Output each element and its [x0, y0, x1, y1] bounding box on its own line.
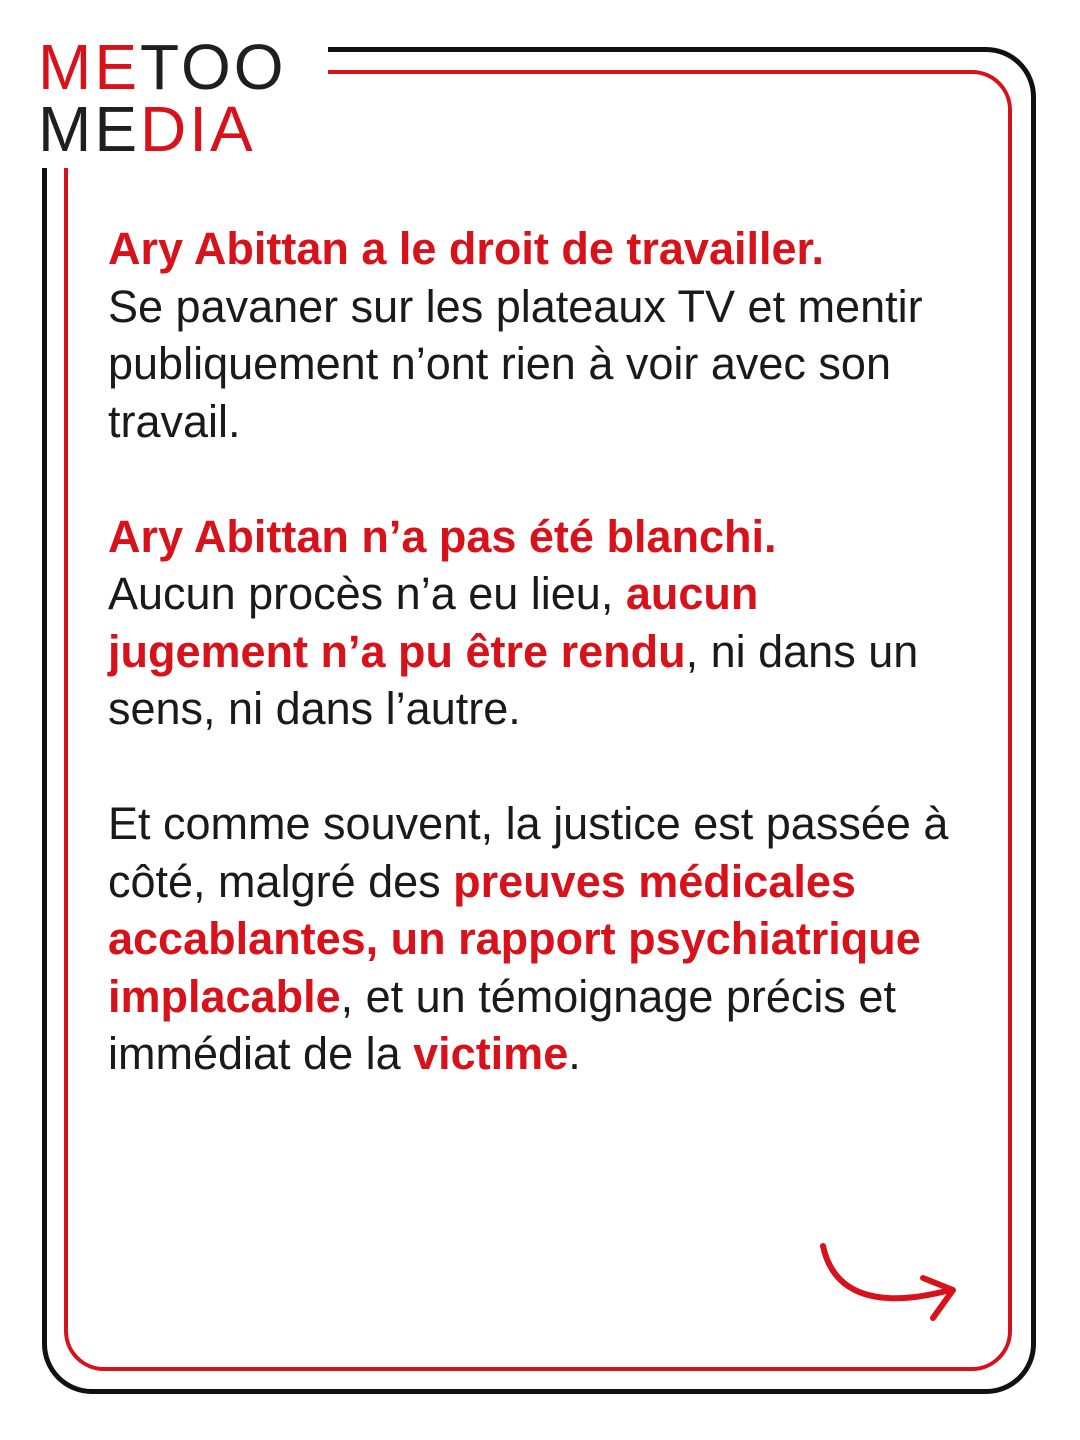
paragraph-3-highlight-1: preuves médicales accablantes, un rapport psychiatrique implacable [108, 855, 921, 1022]
paragraph-3-text-2: , et un témoignage précis et immédiat de la [108, 970, 896, 1079]
paragraph-1 [108, 220, 968, 450]
logo-me: ME [38, 31, 140, 103]
curved-arrow-right-icon[interactable] [815, 1238, 965, 1338]
logo-line-1 [38, 31, 287, 103]
logo-me-2: ME [38, 93, 140, 165]
main-text [108, 220, 968, 1140]
metoo-media-logo [38, 31, 287, 165]
paragraph-2-heading: Ary Abittan n’a pas été blanchi. [108, 510, 777, 562]
paragraph-2-highlight: aucun jugement n’a pu être rendu [108, 568, 759, 677]
paragraph-2-text-2: , ni dans un sens, ni dans l’autre. [108, 625, 919, 734]
logo-dia: DIA [140, 93, 256, 165]
logo-line-2 [38, 93, 287, 165]
paragraph-3-text-1: Et comme souvent, la justice est passée à côté, malgré des [108, 798, 949, 907]
paragraph-3 [108, 795, 968, 1083]
paragraph-2-text-1: Aucun procès n’a eu lieu, [108, 568, 626, 619]
paragraph-3-highlight-2: victime [413, 1028, 569, 1079]
paragraph-3-text-3: . [568, 1028, 581, 1079]
paragraph-2 [108, 508, 968, 738]
paragraph-1-heading: Ary Abittan a le droit de travailler. [108, 223, 825, 274]
paragraph-1-body: Se pavaner sur les plateaux TV et mentir publiquement n’ont rien à voir avec son travail. [108, 280, 923, 447]
logo-too: TOO [140, 31, 287, 103]
